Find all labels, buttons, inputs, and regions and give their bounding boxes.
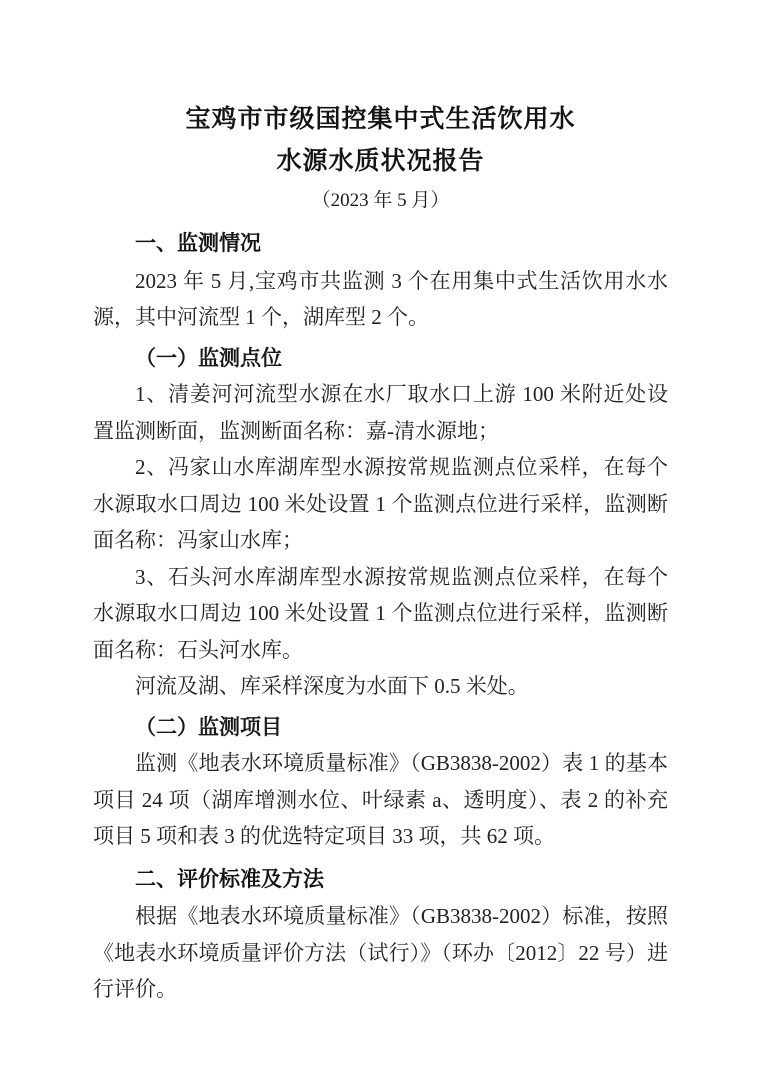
document-title-line2: 水源水质状况报告 (276, 148, 485, 175)
subsection-heading-monitoring-items: （二）监测项目 (135, 714, 282, 739)
subsection-heading-monitoring-points: （一）监测点位 (135, 345, 282, 370)
section-heading-evaluation-standards: 二、评价标准及方法 (135, 867, 324, 891)
paragraph-monitoring-items: 监测《地表水环境质量标准》（GB3838-2002）表 1 的基本项目 24 项（湖库增测水位、叶绿素 a、透明度）、表 2 的补充项目 5 项和表 3 的优选特定项目 33 项，共 62 项。 (93, 751, 668, 848)
paragraph-point-qingjiang-river: 1、清姜河河流型水源在水厂取水口上游 100 米附近处设置监测断面，监测断面名称：嘉-清水源地； (93, 382, 668, 443)
document-title-line1: 宝鸡市市级国控集中式生活饮用水 (185, 106, 576, 133)
section-heading-monitoring-overview: 一、监测情况 (135, 232, 261, 255)
paragraph-point-fengjiashan-reservoir: 2、冯家山水库湖库型水源按常规监测点位采样，在每个水源取水口周边 100 米处设置 1 个监测点位进行采样，监测断面名称：冯家山水库； (93, 455, 668, 552)
paragraph-point-shitouhe-reservoir: 3、石头河水库湖库型水源按常规监测点位采样，在每个水源取水口周边 100 米处设置 1 个监测点位进行采样，监测断面名称：石头河水库。 (93, 564, 668, 662)
paragraph-monitoring-overview: 2023 年 5 月,宝鸡市共监测 3 个在用集中式生活饮用水水源，其中河流型 1 个，湖库型 2 个。 (93, 268, 668, 329)
paragraph-sampling-depth: 河流及湖、库采样深度为水面下 0.5 米处。 (135, 674, 529, 698)
document-date-line: （2023 年 5 月） (311, 190, 450, 211)
paragraph-evaluation-standards: 根据《地表水环境质量标准》（GB3838-2002）标准，按照《地表水环境质量评价方法（试行）》（环办〔2012〕22 号）进行评价。 (93, 904, 668, 1001)
